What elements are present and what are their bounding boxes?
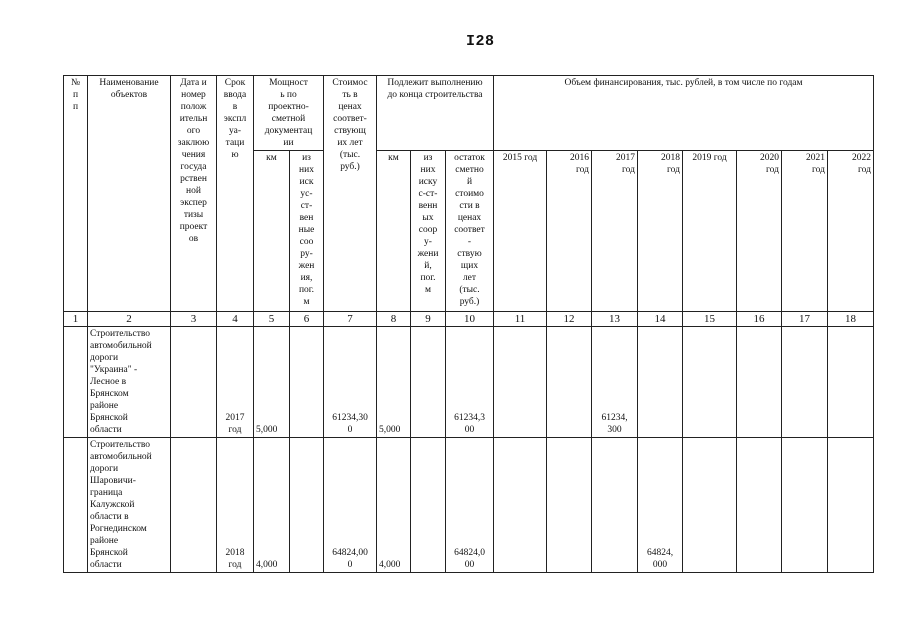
column-number: 6 [290, 312, 324, 327]
fin-2016-cell [547, 327, 592, 438]
remaining-cost-cell: 64824,0 00 [446, 438, 494, 573]
fin-2021-cell [782, 438, 828, 573]
cost-cell: 61234,30 0 [324, 327, 377, 438]
column-number: 8 [377, 312, 411, 327]
column-number: 13 [592, 312, 638, 327]
column-number: 14 [638, 312, 683, 327]
expertise-cell [171, 438, 217, 573]
header-expertise-date: Дата и номер полож ительн ого заклюю чения госуда рствен ной экспер тизы проект ов [171, 76, 217, 312]
header-year-2022: 2022 год [828, 151, 874, 312]
cost-cell: 64824,00 0 [324, 438, 377, 573]
fin-2015-cell [494, 327, 547, 438]
header-year-2020: 2020 год [737, 151, 782, 312]
header-object-name: Наименование объектов [88, 76, 171, 312]
page-number: I28 [466, 33, 495, 50]
fin-2022-cell [828, 438, 874, 573]
remaining-km-cell: 5,000 [377, 327, 411, 438]
remaining-structures-cell [411, 327, 446, 438]
fin-2015-cell [494, 438, 547, 573]
table-row [64, 327, 874, 438]
header-number: № п п [64, 76, 88, 312]
fin-2018-cell: 64824, 000 [638, 438, 683, 573]
column-number-row [64, 312, 874, 327]
column-number: 4 [217, 312, 254, 327]
remaining-km-cell: 4,000 [377, 438, 411, 573]
row-number-cell [64, 438, 88, 573]
financing-table [63, 75, 874, 573]
commission-year-cell: 2018 год [217, 438, 254, 573]
header-year-2016: 2016 год [547, 151, 592, 312]
remaining-structures-cell [411, 438, 446, 573]
header-remaining-group: Подлежит выполнению до конца строительства [377, 76, 494, 151]
column-number: 1 [64, 312, 88, 327]
fin-2019-cell [683, 327, 737, 438]
header-capacity-group: Мощност ь по проектно- сметной документац ии [254, 76, 324, 151]
header-remaining-km: км [377, 151, 411, 312]
header-year-2018: 2018 год [638, 151, 683, 312]
column-number: 5 [254, 312, 290, 327]
column-number: 11 [494, 312, 547, 327]
object-name-cell: Строительство автомобильной дороги "Украина" - Лесное в Брянском районе Брянской области [88, 327, 171, 438]
header-year-2015: 2015 год [494, 151, 547, 312]
remaining-cost-cell: 61234,3 00 [446, 327, 494, 438]
column-number: 3 [171, 312, 217, 327]
header-capacity-km: км [254, 151, 290, 312]
column-number: 16 [737, 312, 782, 327]
expertise-cell [171, 327, 217, 438]
fin-2019-cell [683, 438, 737, 573]
fin-2017-cell [592, 438, 638, 573]
header-capacity-structures: из них иск ус- ст- вен ные соо ру- жен ия, пог. м [290, 151, 324, 312]
header-year-2019: 2019 год [683, 151, 737, 312]
fin-2018-cell [638, 327, 683, 438]
fin-2020-cell [737, 327, 782, 438]
fin-2016-cell [547, 438, 592, 573]
capacity-km-cell: 4,000 [254, 438, 290, 573]
column-number: 17 [782, 312, 828, 327]
object-name-cell: Строительство автомобильной дороги Шаровичи- граница Калужской области в Рогнединском районе Брянской области [88, 438, 171, 573]
table-row [64, 438, 874, 573]
header-cost: Стоимос ть в ценах соответ- ствующ их лет (тыс. руб.) [324, 76, 377, 312]
capacity-km-cell: 5,000 [254, 327, 290, 438]
row-number-cell [64, 327, 88, 438]
header-financing-group: Объем финансирования, тыс. рублей, в том числе по годам [494, 76, 874, 151]
header-year-2021: 2021 год [782, 151, 828, 312]
column-number: 7 [324, 312, 377, 327]
fin-2020-cell [737, 438, 782, 573]
header-remaining-cost: остаток сметно й стоимо сти в ценах соответ - ствую щих лет (тыс. руб.) [446, 151, 494, 312]
column-number: 9 [411, 312, 446, 327]
capacity-structures-cell [290, 327, 324, 438]
fin-2022-cell [828, 327, 874, 438]
header-remaining-structures: из них иску с-ст- венн ых соор у- жени й, пог. м [411, 151, 446, 312]
capacity-structures-cell [290, 438, 324, 573]
header-year-2017: 2017 год [592, 151, 638, 312]
column-number: 12 [547, 312, 592, 327]
column-number: 10 [446, 312, 494, 327]
fin-2021-cell [782, 327, 828, 438]
column-number: 15 [683, 312, 737, 327]
fin-2017-cell: 61234, 300 [592, 327, 638, 438]
header-commission-date: Срок ввода в экспл уа- таци ю [217, 76, 254, 312]
column-number: 18 [828, 312, 874, 327]
column-number: 2 [88, 312, 171, 327]
commission-year-cell: 2017 год [217, 327, 254, 438]
